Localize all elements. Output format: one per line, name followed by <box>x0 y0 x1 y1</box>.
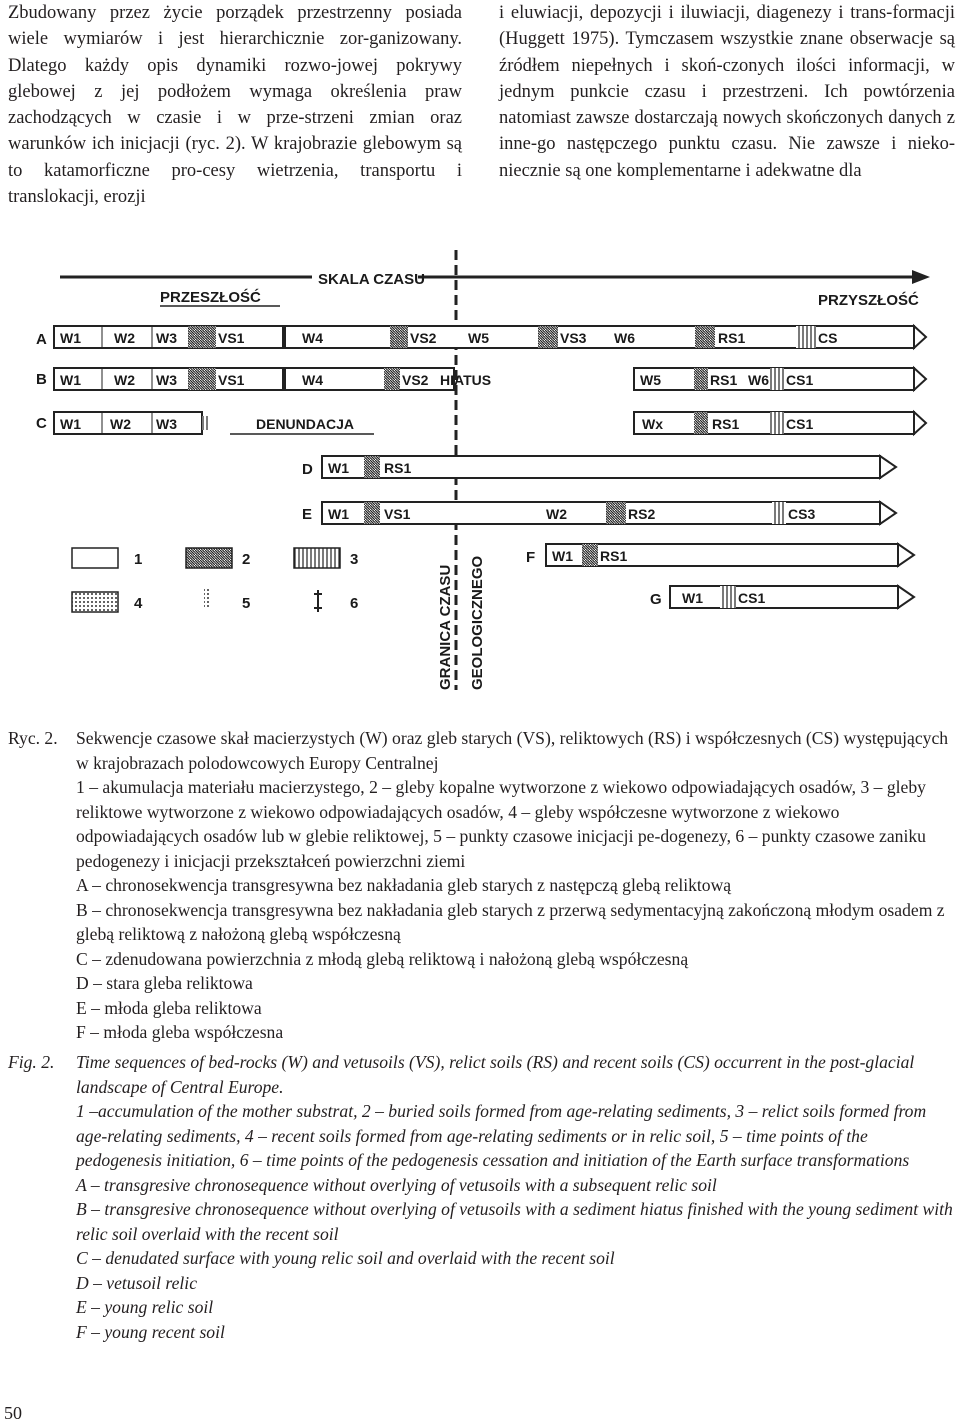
row-label: G <box>650 591 662 608</box>
caption-line: D – vetusoil relic <box>76 1272 198 1293</box>
svg-text:W1: W1 <box>682 590 703 606</box>
caption-line: B – chronosekwencja transgresywna bez nakładania gleb starych z przerwą sedymentacyjną zakończoną młodym osadem z glebą reliktową z nałożoną glebą współczesną <box>76 899 945 944</box>
svg-text:W2: W2 <box>114 330 135 346</box>
svg-text:W1: W1 <box>60 372 81 388</box>
caption-line: A – chronosekwencja transgresywna bez nakładania gleb starych z następczą glebą reliktową <box>76 875 732 895</box>
svg-text:W1: W1 <box>552 548 573 564</box>
row-label: F <box>526 549 536 566</box>
svg-text:W1: W1 <box>328 506 349 522</box>
figure-time-sequences <box>30 240 950 710</box>
svg-text:CS1: CS1 <box>786 372 814 388</box>
svg-text:VS1: VS1 <box>218 330 245 346</box>
row-label: B <box>36 371 47 388</box>
text-column-right <box>499 0 955 184</box>
row-label: A <box>36 331 47 348</box>
svg-text:VS1: VS1 <box>384 506 411 522</box>
paragraph: Zbudowany przez życie porządek przestrzenny posiada wiele wymiarów i jest hierarchicznie zor-ganizowany. Dlatego każdy opis dynamiki rozwo-jowej pokrywy glebowej z jej podłożem wymaga określenia praw zachodzących w czasie i w prze-strzeni zmian oraz warunków ich inicjacji (ryc. 2). W krajobrazie glebowym są to katamorficzne pro-cesy wietrzenia, transportu i translokacji, erozji <box>8 3 462 208</box>
svg-text:2: 2 <box>242 551 251 568</box>
paragraph: i eluwiacji, depozycji i iluwiacji, diagenezy i trans-formacji (Huggett 1975). Tymczasem wszystkie znane obserwacje są źródłem niepełnych i skoń-czonych ilości informacji, w jednym punkcie czasu i przestrzeni. Ich powtórzenia natomiast zawsze dostarczają nowych skończonych danych z inne-go następczego punktu czasu. Nie zawsze i nieko-niecznie są one komplementarne i adekwatne dla <box>499 3 955 181</box>
svg-text:RS2: RS2 <box>628 506 656 522</box>
svg-text:VS3: VS3 <box>560 330 587 346</box>
sequence-row-f <box>526 544 914 566</box>
svg-text:CS1: CS1 <box>738 590 766 606</box>
page-number: 50 <box>4 1403 22 1423</box>
sequence-row-a <box>36 326 926 348</box>
svg-text:W6: W6 <box>748 372 769 388</box>
svg-text:CS1: CS1 <box>786 416 814 432</box>
svg-text:W5: W5 <box>468 330 489 346</box>
caption-label: Ryc. 2. <box>8 728 58 748</box>
svg-text:W1: W1 <box>328 460 349 476</box>
legend-time-point-cessation <box>314 590 322 612</box>
svg-text:W4: W4 <box>302 330 323 346</box>
svg-text:Wx: Wx <box>642 416 663 432</box>
caption-line: Sekwencje czasowe skał macierzystych (W) oraz gleb starych (VS), reliktowych (RS) i współczesnych (CS) występujących w krajobrazach polodowcowych Europy Centralnej <box>76 728 949 773</box>
row-label: C <box>36 415 47 432</box>
caption-english <box>8 1050 958 1344</box>
caption-line: B – transgresive chronosequence without overlying of vetusoils with a sediment hiatus finished with the young sediment with relic soil overlaid with the recent soil <box>76 1199 953 1244</box>
past-label: PRZESZŁOŚĆ <box>160 289 261 306</box>
caption-line: F – young recent soil <box>76 1321 225 1342</box>
boundary-label-1: GRANICA CZASU <box>437 564 454 690</box>
svg-text:W2: W2 <box>546 506 567 522</box>
svg-text:RS1: RS1 <box>710 372 738 388</box>
svg-text:RS1: RS1 <box>600 548 628 564</box>
legend-swatch-recent-soil <box>72 592 118 612</box>
caption-line: E – młoda gleba reliktowa <box>76 997 262 1018</box>
sequence-row-c <box>36 412 926 434</box>
svg-text:W5: W5 <box>640 372 661 388</box>
caption-line: D – stara gleba reliktowa <box>76 973 253 993</box>
svg-text:VS2: VS2 <box>402 372 429 388</box>
svg-text:4: 4 <box>134 595 143 612</box>
svg-text:RS1: RS1 <box>718 330 746 346</box>
caption-line: Time sequences of bed-rocks (W) and vetusoils (VS), relict soils (RS) and recent soils (CS) occurrent in the post-glacial landscape of Central Europe. <box>76 1052 915 1097</box>
boundary-label-2: GEOLOGICZNEGO <box>469 555 486 690</box>
row-label: D <box>302 461 313 478</box>
svg-text:3: 3 <box>350 551 359 568</box>
svg-text:W6: W6 <box>614 330 635 346</box>
caption-line: C – zdenudowana powierzchnia z młodą glebą reliktową i nałożoną glebą współczesną <box>76 948 689 969</box>
legend <box>72 548 358 612</box>
time-sequence-diagram <box>30 240 950 710</box>
sequence-row-b <box>36 368 926 390</box>
text-column-left <box>8 0 462 210</box>
sequence-row-e <box>302 502 896 524</box>
caption-polish <box>8 726 958 1045</box>
svg-text:VS1: VS1 <box>218 372 245 388</box>
svg-text:RS1: RS1 <box>384 460 412 476</box>
time-scale-label: SKALA CZASU <box>318 271 425 288</box>
future-label: PRZYSZŁOŚĆ <box>818 292 919 309</box>
caption-line: F – młoda gleba współczesna <box>76 1022 284 1042</box>
caption-line: E – young relic soil <box>76 1297 214 1317</box>
row-label: E <box>302 506 313 523</box>
svg-text:W1: W1 <box>60 330 81 346</box>
caption-line: 1 –accumulation of the mother substrat, 2 – buried soils formed from age-relating sediments, 3 – relict soils formed from age-relating sediments, 4 – recent soils formed from age-relating sediments or in relic soil, 5 – time points of the pedogenesis initiation, 6 – time points of the pedogenesis cessation and initiation of the Earth surface transformations <box>76 1101 927 1170</box>
svg-text:W1: W1 <box>60 416 81 432</box>
svg-text:W3: W3 <box>156 416 177 432</box>
caption-line: C – denudated surface with young relic soil and overlaid with the recent soil <box>76 1248 615 1268</box>
svg-text:5: 5 <box>242 595 251 612</box>
svg-text:CS3: CS3 <box>788 506 816 522</box>
svg-text:VS2: VS2 <box>410 330 437 346</box>
svg-text:W4: W4 <box>302 372 323 388</box>
sequence-row-d <box>302 456 896 478</box>
caption-line: 1 – akumulacja materiału macierzystego, 2 – gleby kopalne wytworzone z wiekowo odpowiadających osadów, 3 – gleby reliktowe wytworzone z wiekowo odpowiadających osadów, 4 – gleby współczesne wytworzone z wiekowo odpowiadających osadów lub w glebie reliktowej, 5 – punkty czasowe inicjacji pe-dogenezy, 6 – punkty czasowe zaniku pedogenezy i inicjacji przekształceń powierzchni ziemi <box>76 777 926 871</box>
legend-swatch-relict-soil <box>294 548 340 568</box>
svg-text:6: 6 <box>350 595 359 612</box>
svg-text:W3: W3 <box>156 372 177 388</box>
sequence-row-g <box>650 586 914 608</box>
arrowhead-icon <box>912 270 930 284</box>
svg-text:W3: W3 <box>156 330 177 346</box>
caption-line: A – transgresive chronosequence without overlying of vetusoils with a subsequent relic soil <box>76 1174 717 1195</box>
svg-text:HIATUS: HIATUS <box>440 372 492 388</box>
caption-label: Fig. 2. <box>8 1052 55 1072</box>
legend-swatch-buried-soil <box>186 548 232 568</box>
svg-text:RS1: RS1 <box>712 416 740 432</box>
legend-time-point-initiation <box>204 588 210 608</box>
svg-text:W2: W2 <box>110 416 131 432</box>
legend-swatch-bedrock <box>72 548 118 568</box>
svg-text:W2: W2 <box>114 372 135 388</box>
svg-text:1: 1 <box>134 551 143 568</box>
svg-text:CS: CS <box>818 330 838 346</box>
svg-text:DENUNDACJA: DENUNDACJA <box>256 416 355 432</box>
